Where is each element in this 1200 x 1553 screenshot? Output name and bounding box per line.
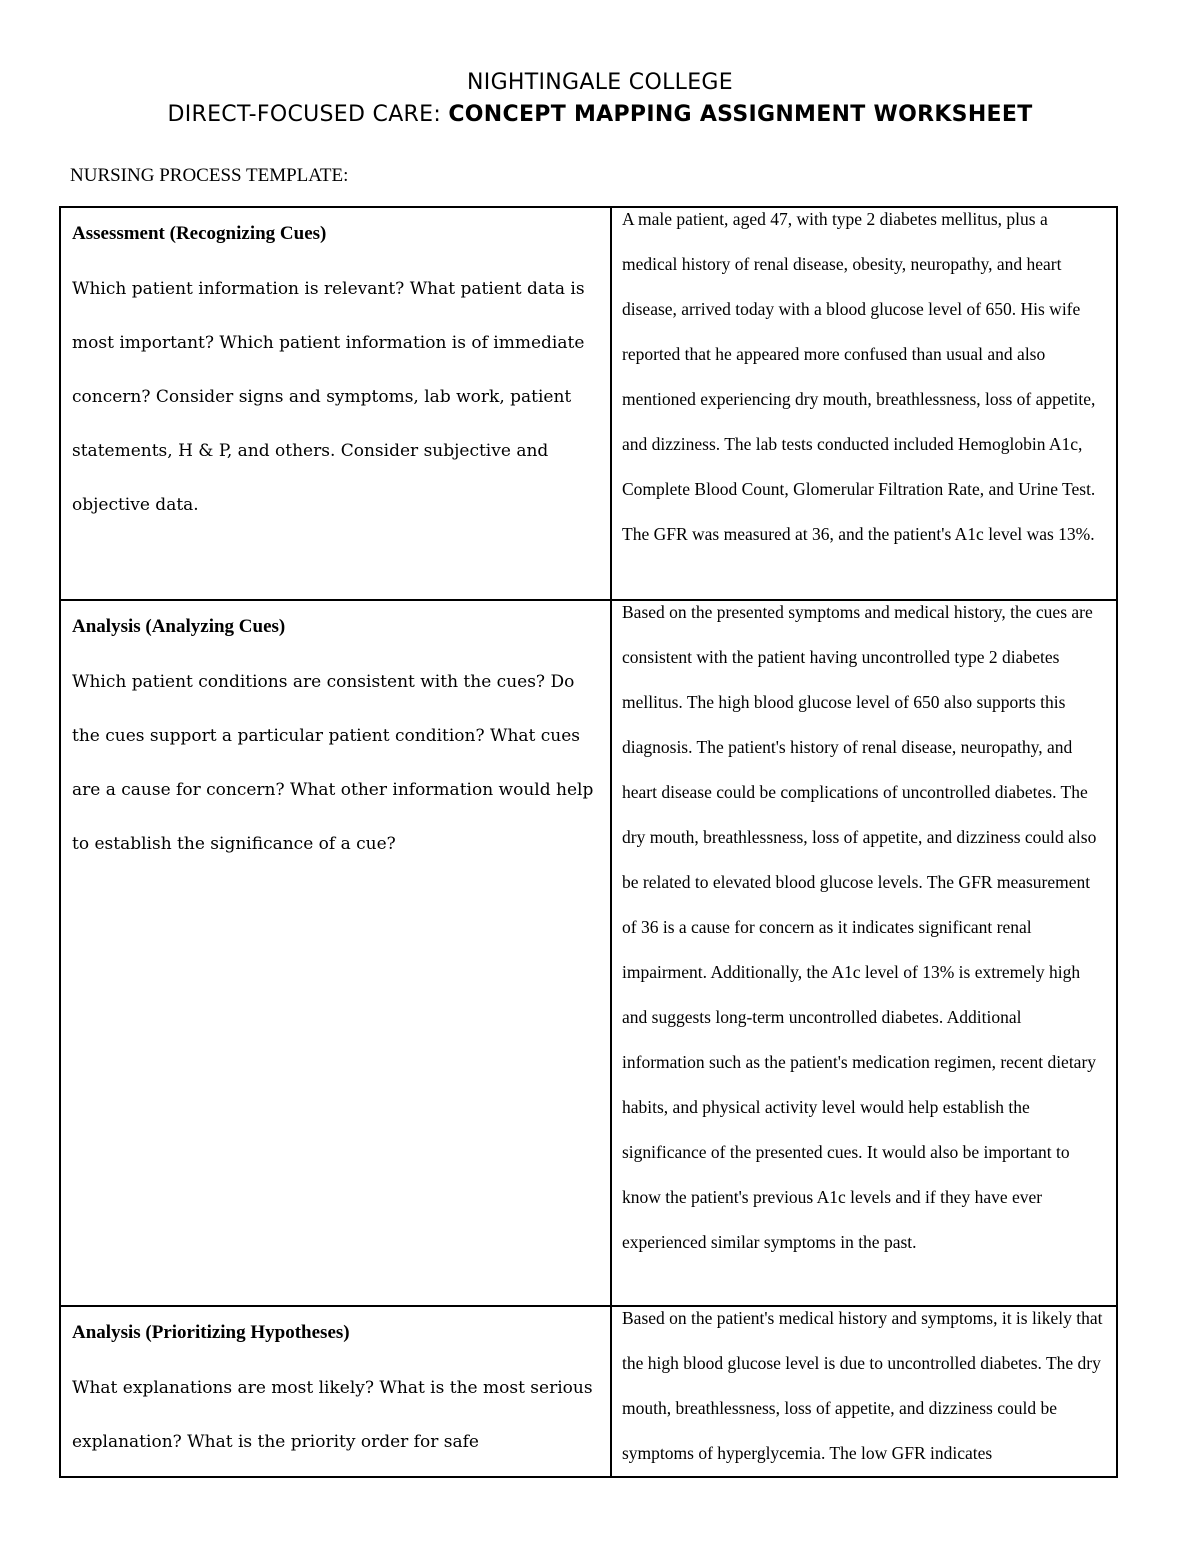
table-row [60, 207, 1117, 600]
course-title: CONCEPT MAPPING ASSIGNMENT WORKSHEET [448, 102, 1033, 127]
course-prefix: DIRECT-FOCUSED CARE: [167, 102, 449, 127]
answer-cell[interactable] [611, 207, 1117, 600]
table-row [60, 1306, 1117, 1477]
worksheet-title [0, 102, 1200, 127]
table-row [60, 600, 1117, 1306]
nursing-process-table [59, 206, 1118, 1478]
answer-cell[interactable] [611, 1306, 1117, 1477]
section-heading: Analysis (Prioritizing Hypotheses) [72, 1322, 350, 1343]
section-heading: Assessment (Recognizing Cues) [72, 223, 327, 244]
section-answer: A male patient, aged 47, with type 2 diabetes mellitus, plus a medical history of renal disease, obesity, neuropathy, and heart disease, arrived today with a blood glucose level of 650. His wife reported that he appeared more confused than usual and also mentioned experiencing dry mouth, breathlessness, loss of appetite, and dizziness. The lab tests conducted included Hemoglobin A1c, Complete Blood Count, Glomerular Filtration Rate, and Urine Test. The GFR was measured at 36, and the patient's A1c level was 13%. [622, 209, 1096, 544]
section-answer: Based on the presented symptoms and medical history, the cues are consistent with the patient having uncontrolled type 2 diabetes mellitus. The high blood glucose level of 650 also supports this diagnosis. The patient's history of renal disease, neuropathy, and heart disease could be complications of uncontrolled diabetes. The dry mouth, breathlessness, loss of appetite, and dizziness could also be related to elevated blood glucose levels. The GFR measurement of 36 is a cause for concern as it indicates significant renal impairment. Additionally, the A1c level of 13% is extremely high and suggests long-term uncontrolled diabetes. Additional information such as the patient's medication regimen, recent dietary habits, and physical activity level would help establish the significance of the presented cues. It would also be important to know the patient's previous A1c levels and if they have ever experienced similar symptoms in the past. [622, 602, 1097, 1252]
prompt-cell [60, 207, 611, 600]
college-title: NIGHTINGALE COLLEGE [467, 70, 733, 95]
section-heading: Analysis (Analyzing Cues) [72, 616, 286, 637]
answer-cell[interactable] [611, 600, 1117, 1306]
section-question: Which patient information is relevant? What patient data is most important? Which patient information is of immediate concern? Consider signs and symptoms, lab work, patient statements, H & P, and others. Consider subjective and objective data. [72, 279, 585, 515]
section-answer: Based on the patient's medical history and symptoms, it is likely that the high blood glucose level is due to uncontrolled diabetes. The dry mouth, breathlessness, loss of appetite, and dizziness could be symptoms of hyperglycemia. The low GFR indicates [622, 1308, 1103, 1463]
template-label: NURSING PROCESS TEMPLATE: [70, 165, 349, 186]
section-question: What explanations are most likely? What is the most serious explanation? What is the priority order for safe [72, 1378, 593, 1452]
prompt-cell [60, 1306, 611, 1477]
section-question: Which patient conditions are consistent with the cues? Do the cues support a particular patient condition? What cues are a cause for concern? What other information would help to establish the significance of a cue? [72, 672, 594, 854]
prompt-cell [60, 600, 611, 1306]
